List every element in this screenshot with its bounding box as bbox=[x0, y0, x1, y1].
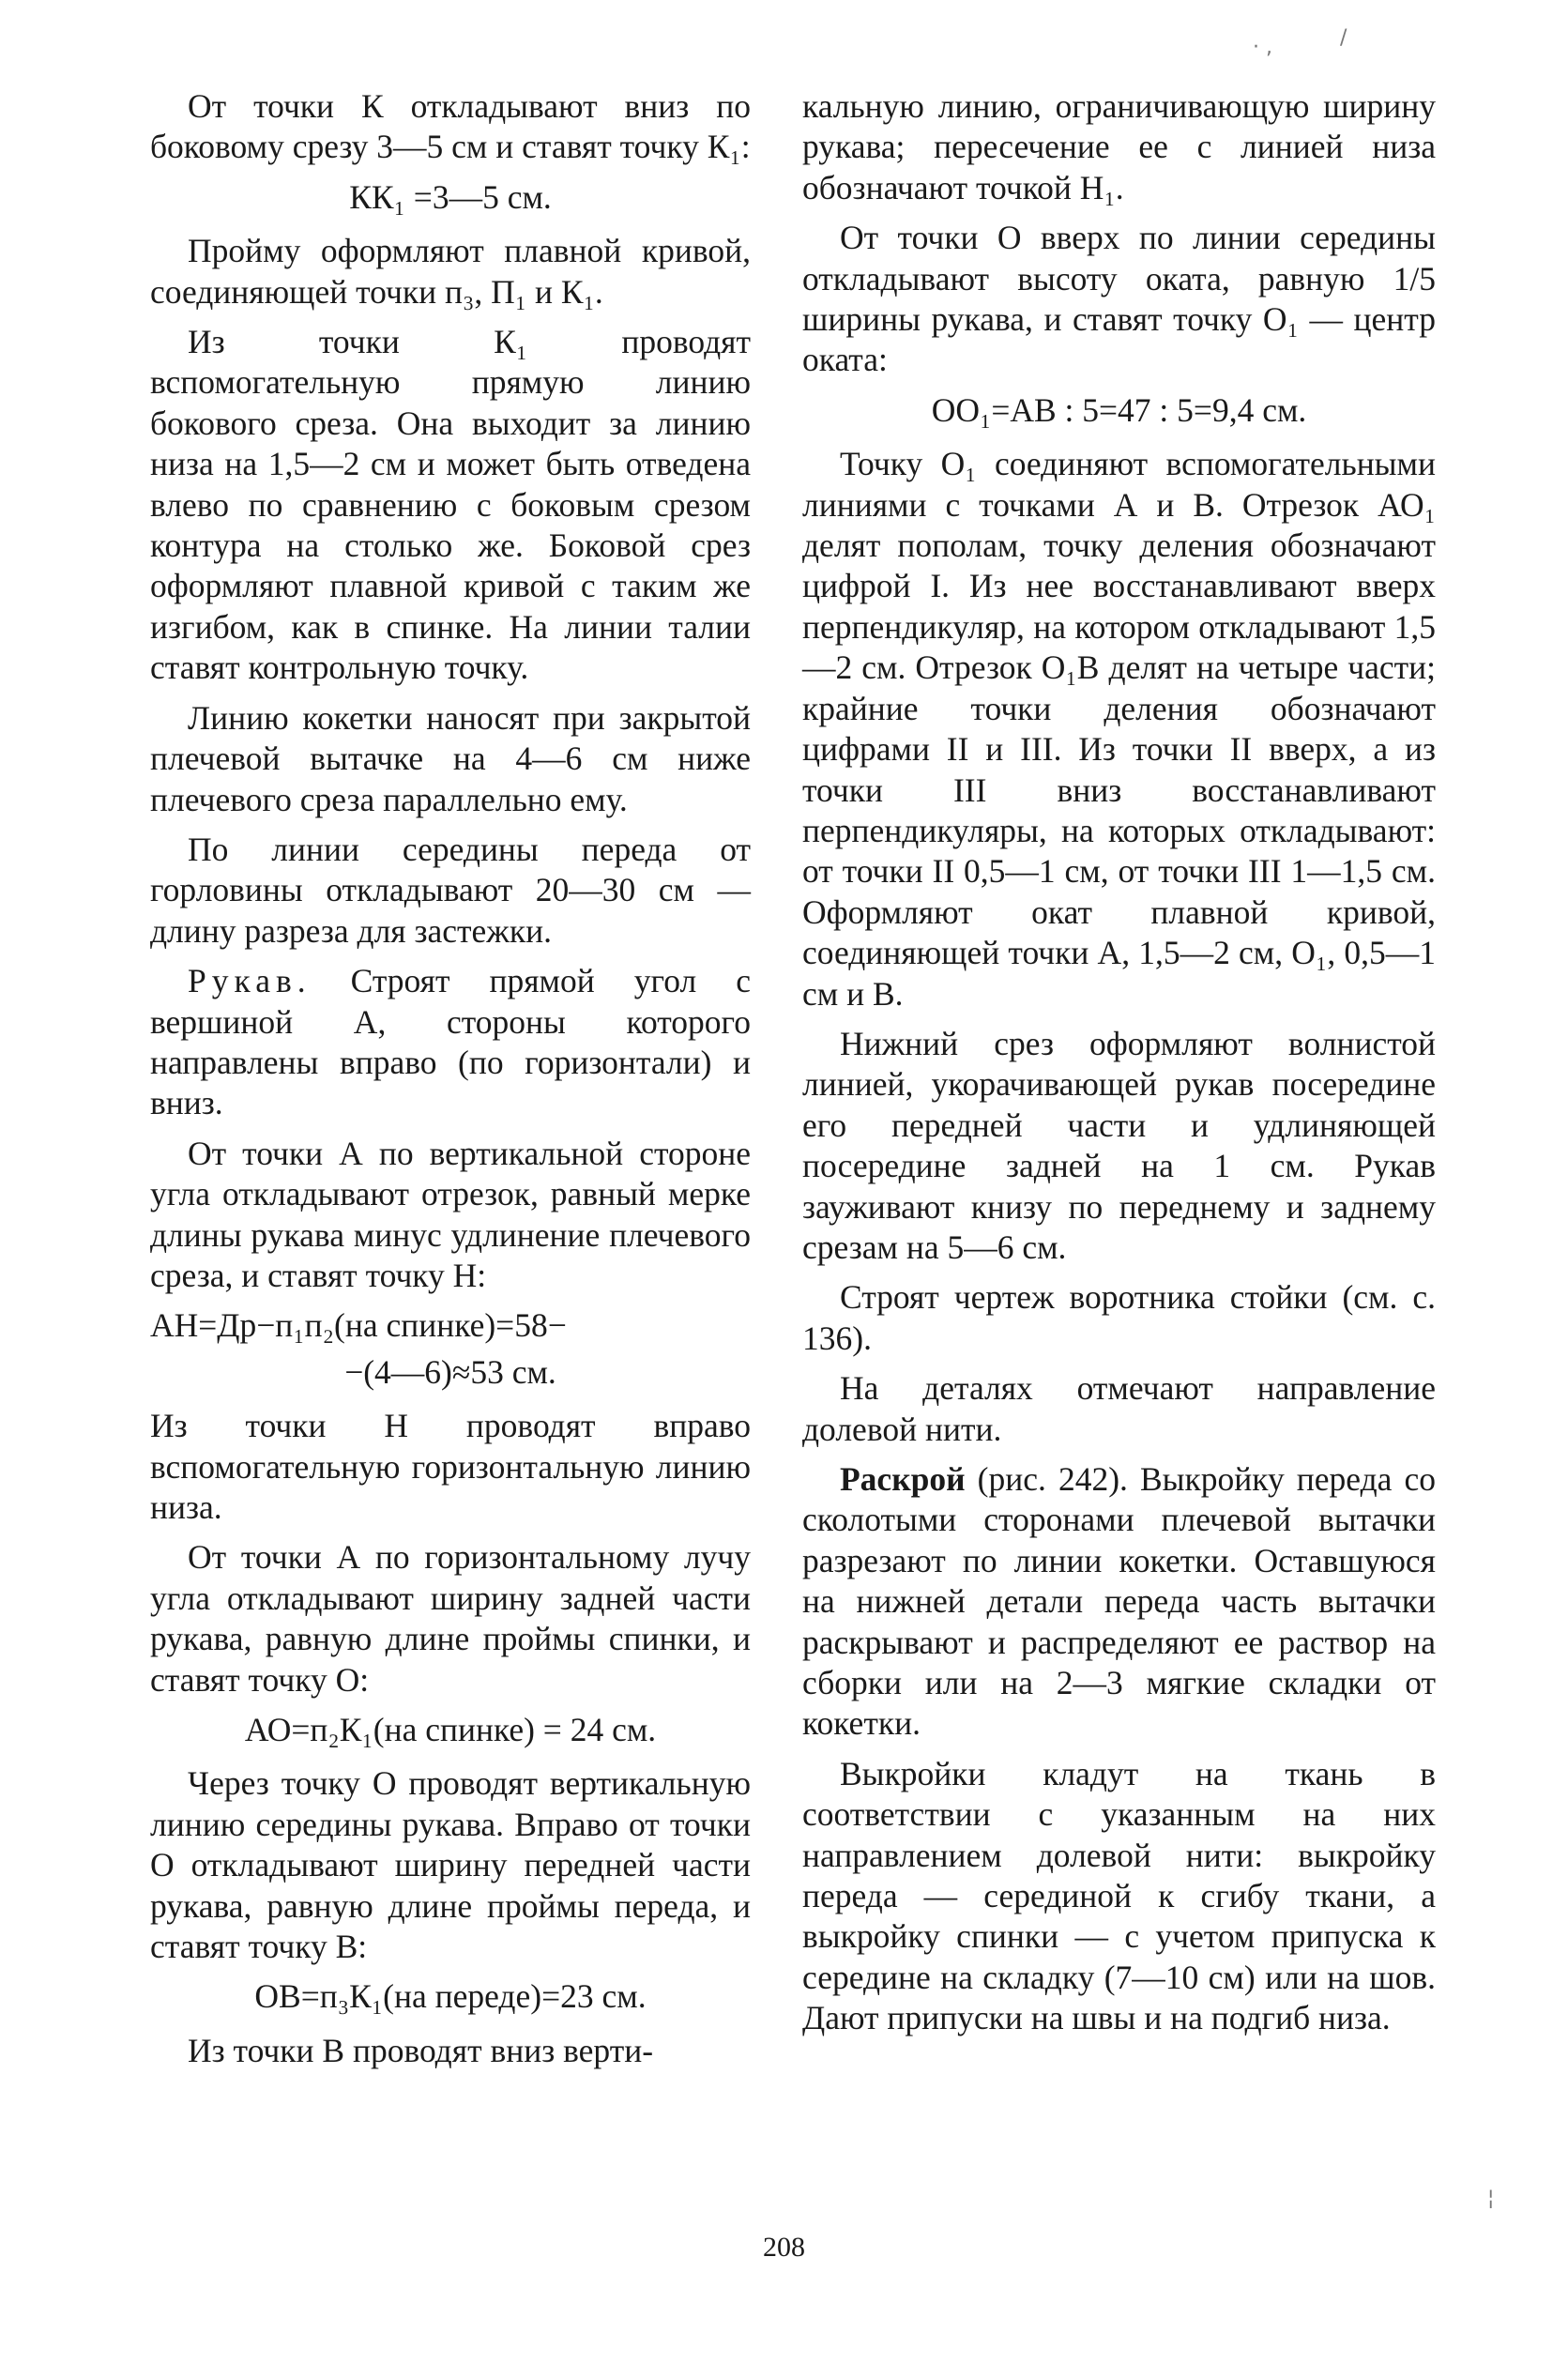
page-number: 208 bbox=[763, 2232, 805, 2263]
scan-speck: · , bbox=[1253, 36, 1272, 59]
cut-text: (рис. 242). Выкройку переда со сколотыми сторонами плечевой вытачки разрезают по линии кокетки. Оставшуюся на нижней детали переда часть вытачки раскрывают и распределяют ее раствор на сборки или на 2—3 мягкие складки от кокетки. bbox=[802, 1460, 1436, 1743]
sleeve-paragraph bbox=[150, 961, 751, 1124]
paragraph: От точки А по вертикальной стороне угла откладывают отрезок, равный мерке длины рукава минус удлинение плечевого среза, и ставят точку Н: bbox=[150, 1134, 751, 1294]
formula-ah-cont: −(4—6)≈53 см. bbox=[344, 1352, 556, 1391]
paragraph: Из точки Н проводят вправо вспомогательную горизонтальную линию низа. bbox=[150, 1407, 751, 1526]
paragraph: На деталях отмечают направление долевой нити. bbox=[802, 1369, 1436, 1448]
paragraph: Линию кокетки наносят при закрытой плечевой вытачке на 4—6 см ниже плечевого среза параллельно ему. bbox=[150, 698, 751, 818]
cut-heading: Раскрой bbox=[840, 1460, 966, 1498]
paragraph: Строят чертеж воротника стойки (см. с. 136). bbox=[802, 1278, 1436, 1357]
left-column bbox=[150, 86, 751, 2081]
paragraph: Нижний срез оформляют волнистой линией, укорачивающей рукав посередине его передней части и удлиняющей посередине задней на 1 см. Рукав зауживают книзу по переднему и заднему срезам на 5—6 см. bbox=[802, 1024, 1436, 1266]
formula-oo1: ОО₁=АВ : 5=47 : 5=9,4 см. bbox=[931, 390, 1307, 429]
formula-kk1: КК₁ =3—5 см. bbox=[349, 177, 552, 216]
paragraph: Из точки В проводят вниз верти- bbox=[188, 2031, 654, 2069]
paragraph: Точку О₁ соединяют вспомогательными линиями с точками А и В. Отрезок АО₁ делят пополам, точку деления обозначают цифрой I. Из нее восстанавливают вверх перпендикуляр, на котором откладывают 1,5—2 см. Отрезок О₁В делят на четыре части; крайние точки деления обозначают цифрами II и III. Из точки II вверх, а из точки III вниз восстанавливают перпендикуляры, на которых откладывают: от точки II 0,5—1 см, от точки III 1—1,5 см. Оформляют окат плавной кривой, соединяющей точки А, 1,5—2 см, О₁, 0,5—1 см и В. bbox=[802, 445, 1436, 1013]
cut-paragraph bbox=[802, 1459, 1436, 1745]
formula-ah: АН=Др−п₁п₂(на спинке)=58− bbox=[150, 1306, 567, 1345]
paragraph: Выкройки кладут на ткань в соответствии с указанным на них направлением долевой нити: выкройку переда — серединой к сгибу ткани, а выкройку спинки — с учетом припуска к середине на складку (7—10 см) или на шов. Дают припуски на швы и на подгиб низа. bbox=[802, 1754, 1436, 2037]
right-column bbox=[802, 86, 1436, 2049]
formula-ao: АО=п₂К₁(на спинке) = 24 см. bbox=[244, 1711, 657, 1749]
paragraph: От точки А по горизонтальному лучу угла откладывают ширину задней части рукава, равную длине проймы спинки, и ставят точку О: bbox=[150, 1538, 751, 1699]
paragraph: Из точки К₁ проводят вспомогательную прямую линию бокового среза. Она выходит за линию низа на 1,5—2 см и может быть отведена влево по сравнению с боковым срезом контура на столько же. Боковой срез оформляют плавной кривой с таким же изгибом, как в спинке. На линии талии ставят контрольную точку. bbox=[150, 323, 751, 687]
paragraph: Пройму оформляют плавной кривой, соединяющей точки п₃, П₁ и К₁. bbox=[150, 232, 751, 311]
scan-speck: / bbox=[1340, 26, 1347, 50]
formula-ob: ОВ=п₃К₁(на переде)=23 см. bbox=[254, 1977, 647, 2016]
sleeve-text: Строят прямой угол с вершиной А, стороны которого направлены вправо (по горизонтали) и вниз. bbox=[150, 962, 751, 1122]
paragraph: От точки О вверх по линии середины откладывают высоту оката, равную 1/5 ширины рукава, и ставят точку О₁ — центр оката: bbox=[802, 219, 1436, 379]
paragraph: Через точку О проводят вертикальную линию середины рукава. Вправо от точки О откладывают ширину передней части рукава, равную длине проймы переда, и ставят точку В: bbox=[150, 1764, 751, 1966]
paragraph: кальную линию, ограничивающую ширину рукава; пересечение ее с линией низа обозначают точкой Н₁. bbox=[802, 87, 1436, 206]
paragraph: От точки К откладывают вниз по боковому срезу 3—5 см и ставят точку К₁: bbox=[150, 87, 751, 166]
sleeve-heading: Рукав. bbox=[188, 962, 312, 1000]
paragraph: По линии середины переда от горловины откладывают 20—30 см — длину разреза для застежки. bbox=[150, 830, 751, 950]
scan-speck: ¦ bbox=[1487, 2187, 1495, 2210]
